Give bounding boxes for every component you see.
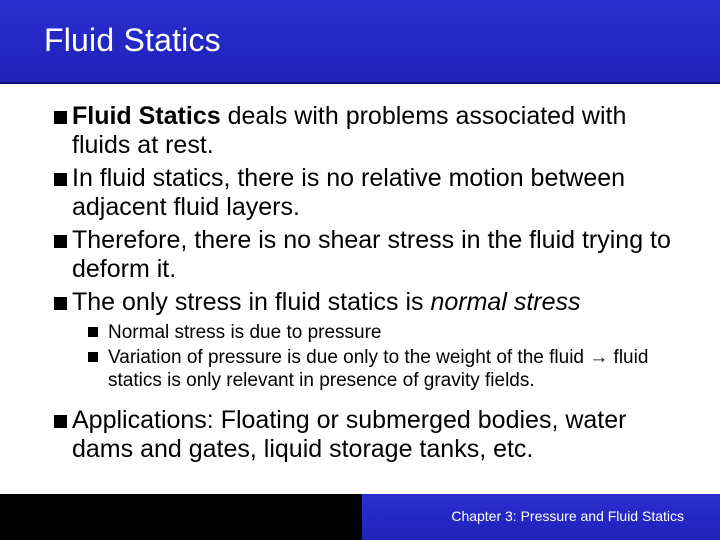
bullet-text: Therefore, there is no shear stress in the fluid trying to deform it. xyxy=(72,226,671,283)
bullet-italic-text: normal stress xyxy=(430,288,581,316)
square-bullet-icon xyxy=(54,297,67,310)
bullet-text: Applications: Floating or submerged bodies, water dams and gates, liquid storage tanks, etc. xyxy=(72,406,627,463)
slide-content xyxy=(0,84,720,494)
square-bullet-icon xyxy=(88,327,98,337)
square-bullet-icon xyxy=(54,235,67,248)
bullet-text: In fluid statics, there is no relative motion between adjacent fluid layers. xyxy=(72,164,626,221)
sub-bullet-text: Variation of pressure is due only to the weight of the fluid → fluid statics is only relevant in presence of gravity fields. xyxy=(108,347,649,391)
footer-bar xyxy=(362,494,720,540)
footer-chapter-text: Chapter 3: Pressure and Fluid Statics xyxy=(451,508,684,524)
bullet-item xyxy=(50,226,690,284)
bullet-bold-text: Fluid Statics xyxy=(72,102,221,130)
square-bullet-icon xyxy=(88,352,98,362)
bullet-text: The only stress in fluid statics is xyxy=(72,288,431,316)
sub-bullet-item xyxy=(86,321,690,344)
sub-bullet-list xyxy=(86,321,690,392)
square-bullet-icon xyxy=(54,111,67,124)
title-bar xyxy=(0,0,720,84)
slide-title: Fluid Statics xyxy=(44,22,221,58)
sub-bullet-text: Normal stress is due to pressure xyxy=(108,322,382,343)
bullet-list xyxy=(50,102,690,468)
square-bullet-icon xyxy=(54,415,67,428)
bullet-text: deals with problems associated with fluids at rest. xyxy=(72,102,627,159)
footer-left-band xyxy=(0,494,362,540)
bullet-item xyxy=(50,406,690,464)
sub-bullet-item xyxy=(86,346,690,392)
bullet-item xyxy=(50,288,690,317)
bullet-item xyxy=(50,102,690,160)
bullet-item xyxy=(50,164,690,222)
square-bullet-icon xyxy=(54,173,67,186)
